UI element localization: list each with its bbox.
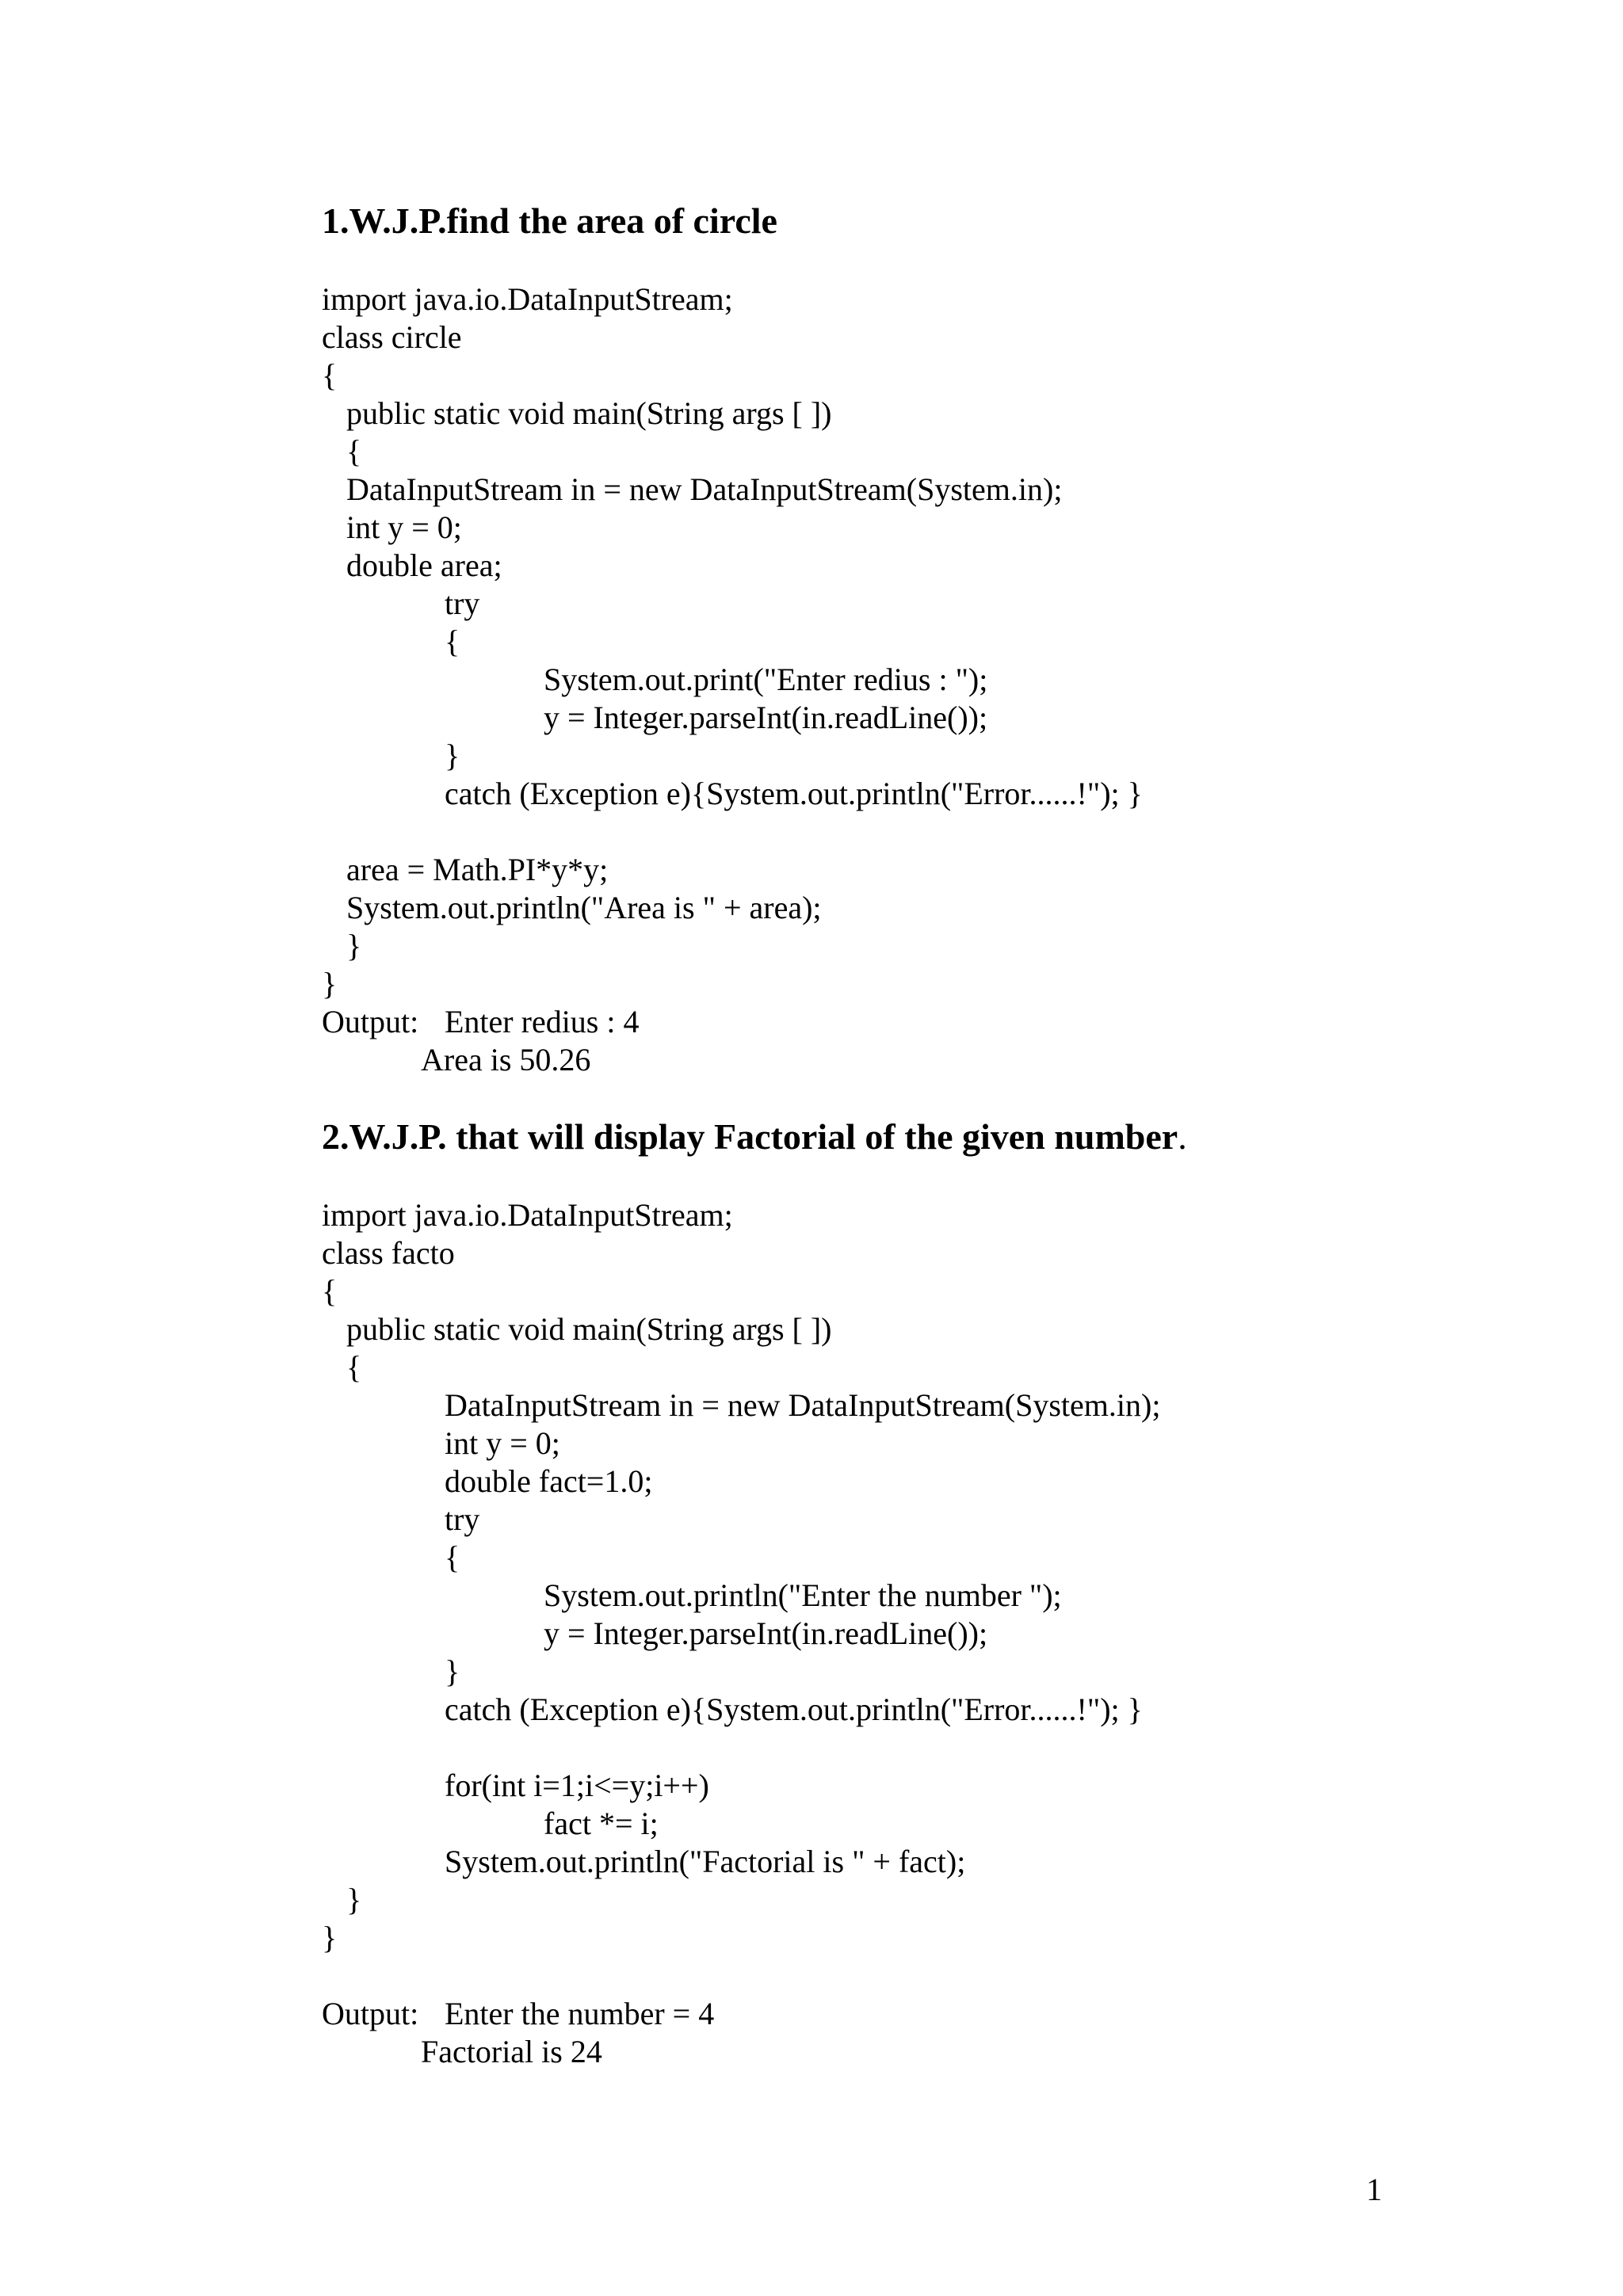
code-line: y = Integer.parseInt(in.readLine());: [544, 1615, 988, 1651]
code-line: catch (Exception e){System.out.println("Error......!"); }: [445, 1691, 1143, 1727]
output-value: Factorial is 24: [421, 2034, 602, 2069]
code-line: [322, 1729, 1160, 1767]
code-line: }: [322, 966, 338, 1001]
output-value: Enter the number = 4: [445, 1996, 715, 2031]
code-line: area = Math.PI*y*y;: [346, 852, 609, 887]
code-line: DataInputStream in = new DataInputStream(System.in);: [346, 471, 1063, 507]
code-line: public static void main(String args [ ]): [346, 395, 832, 431]
code-line: System.out.println("Enter the number ");: [544, 1577, 1062, 1613]
section-2-heading: [322, 1116, 1187, 1158]
code-line: {: [322, 1273, 338, 1309]
output-label: Output:: [322, 1996, 419, 2031]
output-label: Output:: [322, 1004, 419, 1039]
page-number: 1: [1366, 2172, 1382, 2207]
code-line: }: [322, 1920, 338, 1955]
code-line: System.out.print("Enter redius : ");: [544, 662, 988, 697]
section-2-code-block: [322, 1196, 1160, 2071]
code-line: {: [346, 1349, 362, 1385]
code-line: class facto: [322, 1235, 455, 1271]
code-line: try: [445, 585, 480, 621]
code-line: System.out.println("Area is " + area);: [346, 890, 822, 925]
code-line: for(int i=1;i<=y;i++): [445, 1768, 709, 1803]
code-line: catch (Exception e){System.out.println("Error......!"); }: [445, 776, 1143, 811]
code-line: }: [346, 1882, 362, 1917]
output-line: [322, 1003, 1143, 1041]
code-line: import java.io.DataInputStream;: [322, 1197, 733, 1233]
code-line: {: [445, 624, 460, 659]
code-line: class circle: [322, 319, 462, 355]
section-1-heading: [322, 200, 777, 242]
code-line: int y = 0;: [445, 1425, 560, 1461]
code-line: {: [445, 1539, 460, 1575]
section-2-heading-text: 2.W.J.P. that will display Factorial of the given number: [322, 1116, 1178, 1157]
section-1-heading-text: 1.W.J.P.find the area of circle: [322, 200, 777, 241]
code-line: import java.io.DataInputStream;: [322, 281, 733, 317]
code-line: }: [445, 1653, 460, 1689]
code-line: DataInputStream in = new DataInputStream(System.in);: [445, 1387, 1161, 1423]
code-line: try: [445, 1501, 480, 1537]
code-line: }: [445, 738, 460, 773]
section-1-code-block: [322, 280, 1143, 1079]
code-line: [322, 813, 1143, 851]
output-value: Enter redius : 4: [445, 1004, 640, 1039]
code-line: {: [322, 357, 338, 393]
code-line: System.out.println("Factorial is " + fact);: [445, 1844, 966, 1879]
section-2-heading-suffix: .: [1178, 1116, 1187, 1157]
code-line: y = Integer.parseInt(in.readLine());: [544, 700, 988, 735]
code-line: double area;: [346, 547, 502, 583]
code-line: {: [346, 433, 362, 469]
code-line: int y = 0;: [346, 509, 462, 545]
code-line: }: [346, 928, 362, 963]
code-line: fact *= i;: [544, 1806, 659, 1841]
code-line: public static void main(String args [ ]): [346, 1311, 832, 1347]
output-line: [322, 1995, 1160, 2033]
code-line: [322, 1957, 1160, 1995]
output-value: Area is 50.26: [421, 1042, 591, 1077]
code-line: double fact=1.0;: [445, 1463, 653, 1499]
